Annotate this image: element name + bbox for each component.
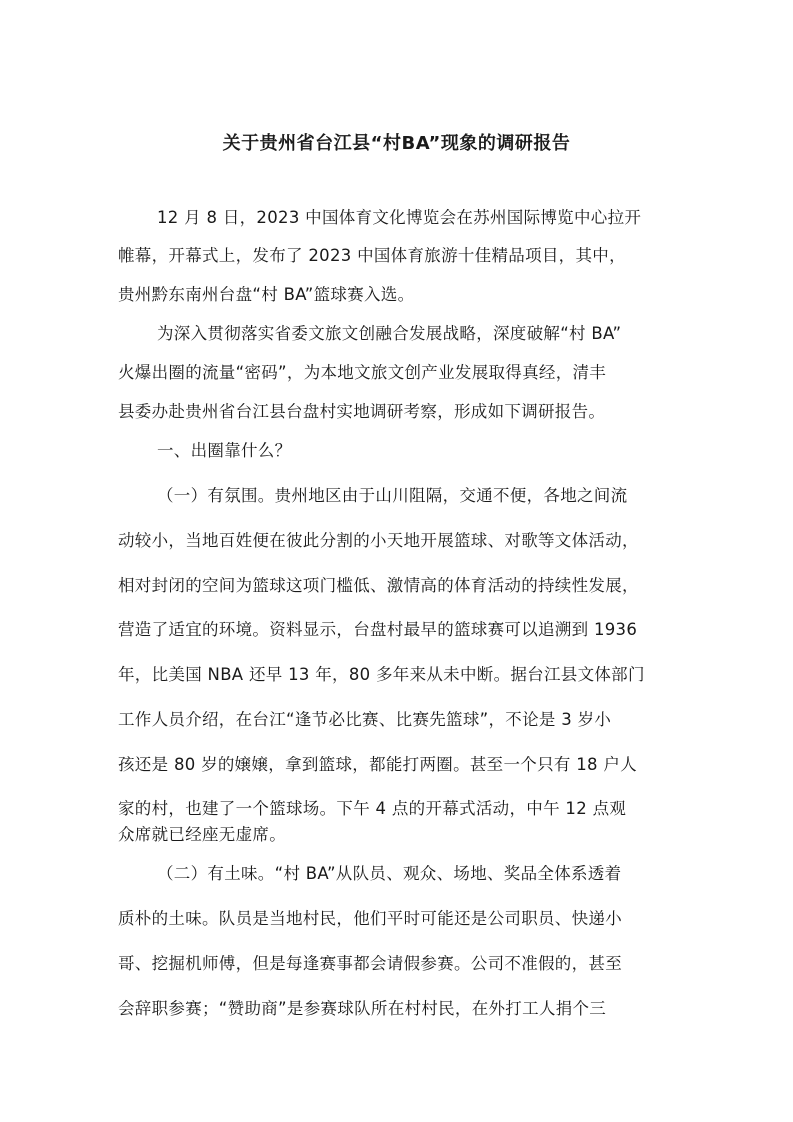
paragraph-4-line-5: 年，比美国 NBA 还早 13 年，80 多年来从未中断。据台江县文体部门 <box>118 665 645 684</box>
paragraph-4-line-6: 工作人员介绍，在台江“逢节必比赛、比赛先篮球”，不论是 3 岁小 <box>118 710 612 729</box>
paragraph-5-line-4: 会辞职参赛；“赞助商”是参赛球队所在村村民，在外打工人捐个三 <box>118 999 607 1018</box>
paragraph-2-line-3: 县委办赴贵州省台江县台盘村实地调研考察，形成如下调研报告。 <box>118 402 606 421</box>
paragraph-4-line-4: 营造了适宜的环境。资料显示，台盘村最早的篮球赛可以追溯到 1936 <box>118 620 638 639</box>
paragraph-1-line-2: 帷幕，开幕式上，发布了 2023 中国体育旅游十佳精品项目，其中， <box>118 246 626 265</box>
paragraph-4-line-2: 动较小，当地百姓便在彼此分割的小天地开展篮球、对歌等文体活动， <box>118 531 639 550</box>
paragraph-5-line-2: 质朴的土味。队员是当地村民，他们平时可能还是公司职员、快递小 <box>118 909 622 928</box>
paragraph-2-line-2: 火爆出圈的流量“密码”，为本地文旅文创产业发展取得真经，清丰 <box>118 363 607 382</box>
paragraph-2-line-1: 为深入贯彻落实省委文旅文创融合发展战略，深度破解“村 BA” <box>157 324 622 343</box>
section-heading: 一、出圈靠什么？ <box>157 441 292 460</box>
paragraph-4-line-7: 孩还是 80 岁的嬢嬢，拿到篮球，都能打两圈。甚至一个只有 18 户人 <box>118 755 637 774</box>
paragraph-4-line-9: 众席就已经座无虚席。 <box>118 825 286 844</box>
paragraph-4-line-1: （一）有氛围。贵州地区由于山川阻隔，交通不便，各地之间流 <box>157 486 628 505</box>
paragraph-1-line-3: 贵州黔东南州台盘“村 BA”篮球赛入选。 <box>118 285 415 304</box>
paragraph-4-line-8: 家的村，也建了一个篮球场。下午 4 点的开幕式活动，中午 12 点观 <box>118 799 627 818</box>
paragraph-5-line-3: 哥、挖掘机师傅，但是每逢赛事都会请假参赛。公司不准假的，甚至 <box>118 954 622 973</box>
paragraph-5-line-1: （二）有土味。“村 BA”从队员、观众、场地、奖品全体系透着 <box>157 864 622 883</box>
paragraph-4-line-3: 相对封闭的空间为篮球这项门槛低、激情高的体育活动的持续性发展， <box>118 576 639 595</box>
paragraph-1-line-1: 12 月 8 日，2023 中国体育文化博览会在苏州国际博览中心拉开 <box>157 208 642 227</box>
document-title: 关于贵州省台江县“村BA”现象的调研报告 <box>222 133 571 154</box>
